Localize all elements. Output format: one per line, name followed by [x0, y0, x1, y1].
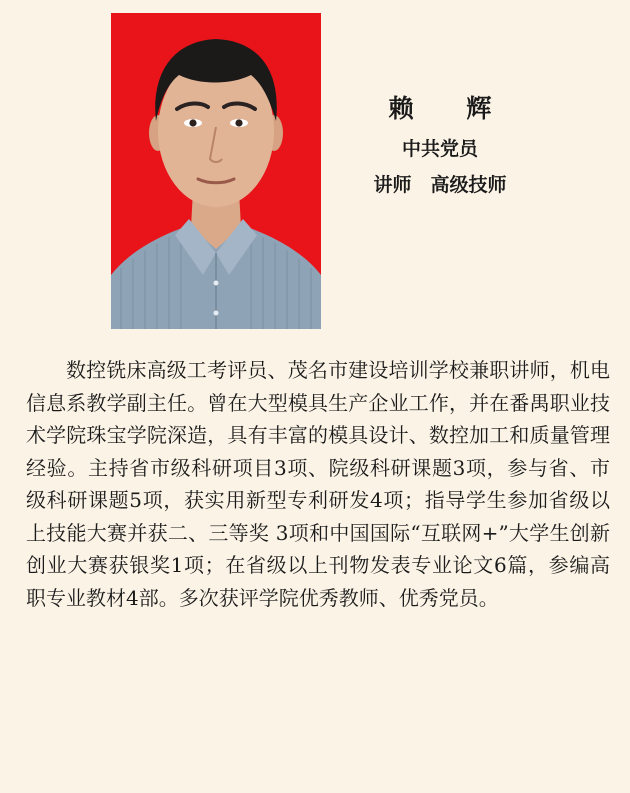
- biography-paragraph: 数控铣床高级工考评员、茂名市建设培训学校兼职讲师，机电信息系教学副主任。曾在大型模具生产企业工作，并在番禺职业技术学院珠宝学院深造，具有丰富的模具设计、数控加工和质量管理经验。主持省市级科研项目3项、院级科研课题3项，参与省、市级科研课题5项，获实用新型专利研发4项；指导学生参加省级以上技能大赛并获二、三等奖 3项和中国国际“互联网+”大学生创新创业大赛获银奖1项；在省级以上刊物发表专业论文6篇，参编高职专业教材4部。多次获评学院优秀教师、优秀党员。: [26, 358, 610, 610]
- profile-info: [340, 92, 540, 198]
- party-affiliation: 中共党员: [401, 138, 478, 160]
- portrait-photo: [111, 13, 321, 329]
- person-name: 赖 辉: [388, 94, 514, 123]
- portrait-illustration: [111, 13, 321, 329]
- professional-titles: 讲师 高级技师: [373, 174, 507, 196]
